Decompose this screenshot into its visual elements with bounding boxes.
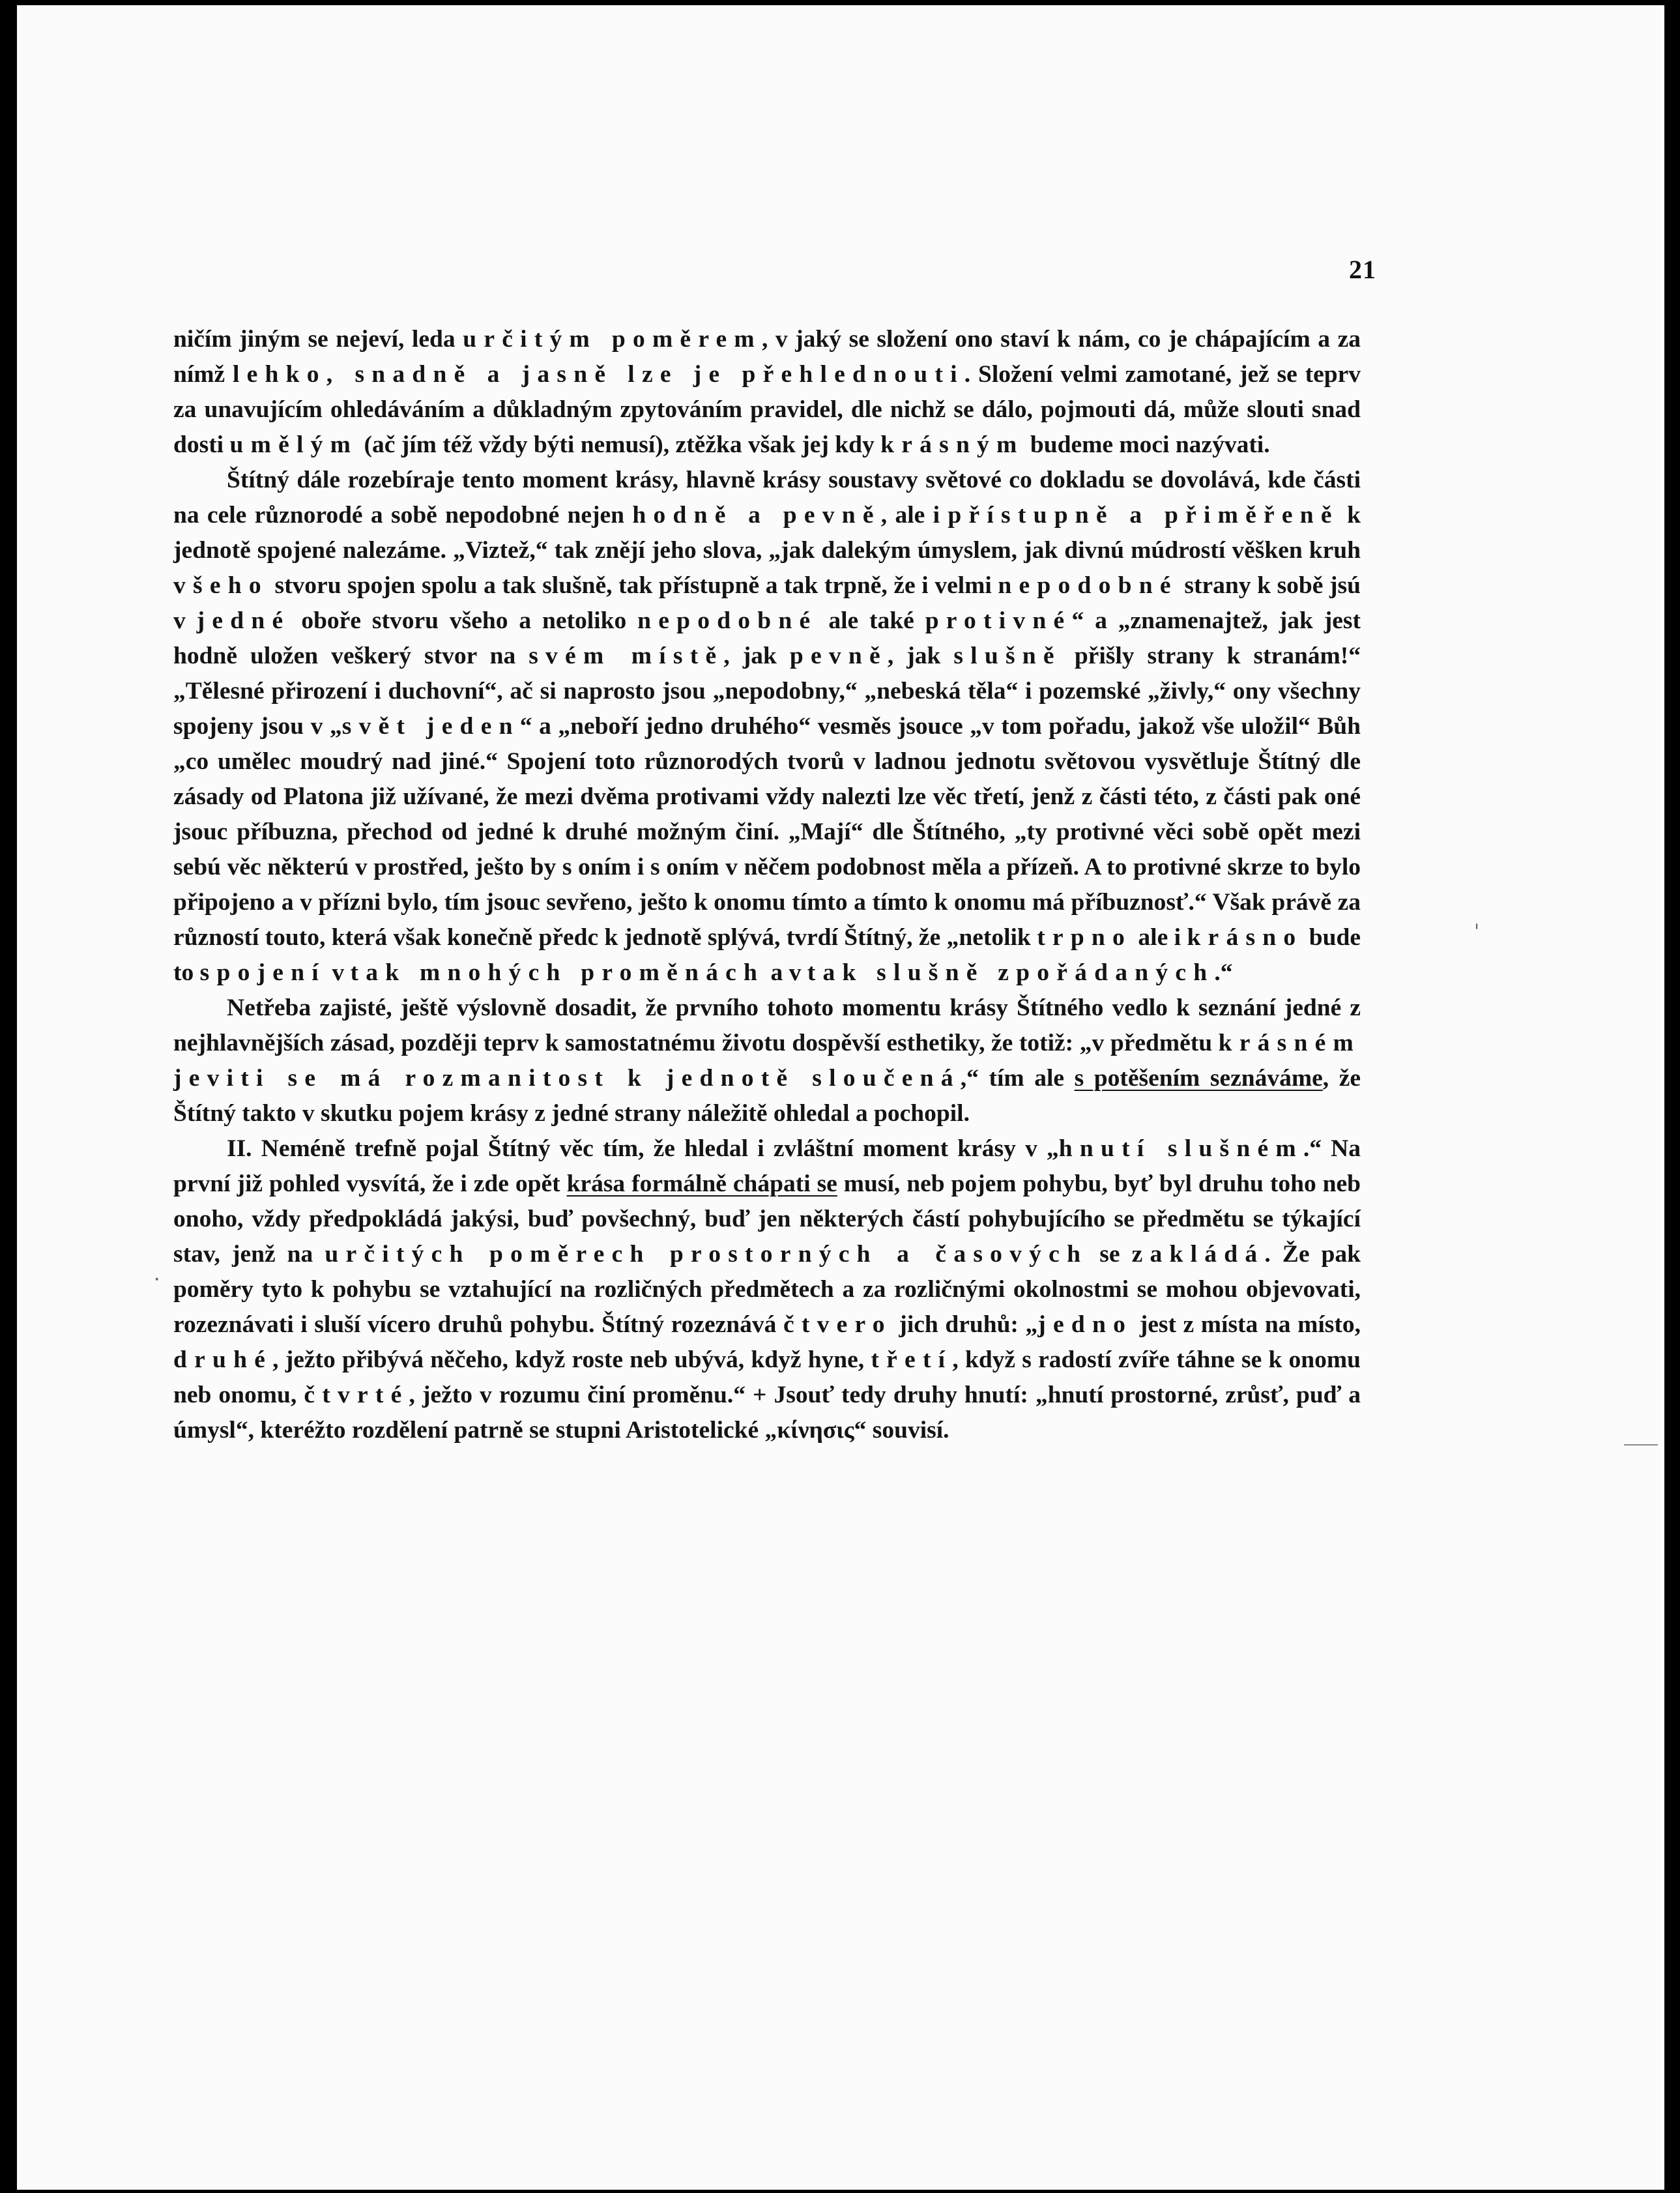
- paragraph-3: [173, 991, 1361, 1131]
- body-text: [173, 322, 1361, 1448]
- paragraph-2: [173, 463, 1361, 991]
- text-run: Netřeba zajisté, ještě výslovně dosadit, že prvního tohoto momentu krásy Štítného vedlo k seznání jedné z nejhlavnějších zásad, později teprv k samostatnému životu dospěvší esthetiky, že totiž: „v předmětu: [173, 995, 1361, 1056]
- text-run: , v jaký se složení ono staví k nám, co je chápajícím a za nímž: [173, 326, 1361, 388]
- text-run: se: [1088, 1241, 1132, 1268]
- spaced-emphasis: zakládá: [1131, 1241, 1265, 1268]
- spaced-emphasis: jedno: [1037, 1311, 1133, 1338]
- margin-scratch: [1624, 1444, 1658, 1445]
- text-run: budeme moci nazývati.: [1024, 431, 1270, 458]
- spaced-emphasis: hodně a pevně: [632, 502, 881, 529]
- spaced-emphasis: pevně: [789, 643, 888, 669]
- text-run: “ a „znamenajtež, jak jest hodně uložen veškerý stvor na: [173, 607, 1361, 669]
- spaced-emphasis: přístupně a přiměřeně: [948, 502, 1339, 529]
- text-run: k jednotě spojené nalezáme. „Viztež,“ tak znějí jeho slova, „jak dalekým úmyslem, jak divnú múdrostí věšken kruh: [173, 502, 1361, 564]
- margin-tick-right: ˌ: [1474, 908, 1480, 931]
- text-run: . Že pak poměry tyto k pohybu se vztahující na rozličných předmětech a za rozličnými okolnostmi se mohou objevovati, rozeznávati i sluší vícero druhů pohybu. Štítný rozeznává: [173, 1241, 1361, 1338]
- page-number: 21: [1349, 255, 1376, 284]
- text-run: .“: [1214, 959, 1233, 986]
- spaced-emphasis: protivné: [925, 607, 1072, 634]
- text-run: a v: [764, 959, 807, 986]
- text-run: . Složení velmi zamotané, jež se teprv za unavujícím ohledáváním a důkladným zpytováním pravidel, dle nichž se dálo, pojmouti dá, může slouti snad dosti: [173, 361, 1361, 458]
- text-run: musí, neb pojem pohybu, byť byl druhu toho neb onoho, vždy předpokládá jakýsi, buď povšechný, buď jen některých částí pohybujícího se předmětu se týkající stav, jenž na: [173, 1170, 1361, 1268]
- spaced-emphasis: tak slušně zpořádaných: [807, 959, 1215, 986]
- spaced-emphasis: umělým: [229, 431, 358, 458]
- spaced-emphasis: čtvrté: [304, 1382, 409, 1408]
- scanned-page: [17, 5, 1664, 2190]
- spaced-emphasis: určitých poměrech prostorných a časových: [325, 1241, 1088, 1268]
- text-run: ničím jiným se nejeví, leda: [173, 326, 463, 353]
- spaced-emphasis: krásno: [1187, 924, 1303, 951]
- spaced-emphasis: tak mnohých proměnách: [350, 959, 765, 986]
- paragraph-4: [173, 1131, 1361, 1448]
- spaced-emphasis: nepodobné: [637, 607, 818, 634]
- spaced-emphasis: spojení: [199, 959, 326, 986]
- text-run: “ a „neboří jedno druhého“ vesměs jsouce „v tom pořadu, jakož vše uložil“ Bůh „co umělec moudrý nad jiné.“ Spojení toto různorodých tvorů v ladnou jednotu světovou vysvětluje Štítný dle zásady od Platona již užívané, že mezi dvěma protivami vždy nalezti lze věc třetí, jenž z části této, z části pak oné jsouc příbuzna, přechod od jedné k druhé možným činí. „Mají“ dle Štítného, „ty protivné věci sobě opět mezi sebú věc některú v prostřed, ješto by s oním i s oním v něčem podobnost měla a přízeň. A to protivné skrze to bylo připojeno a v přízni bylo, tím jsouc sevřeno, ješto k onomu tímto a tímto k onomu má příbuznosť.“ Však právě za růzností touto, která však konečně předc k jednotě splývá, tvrdí Štítný, že „netolik: [173, 713, 1361, 951]
- text-run: bude to: [173, 924, 1361, 986]
- margin-tick-left: ·: [154, 1268, 160, 1291]
- spaced-emphasis: svět jeden: [341, 713, 520, 740]
- spaced-emphasis: slušně: [953, 643, 1062, 669]
- spaced-emphasis: trpno: [1037, 924, 1133, 951]
- text-run: , ježto v rozumu činí proměnu.“ + Jsouť tedy druhy hnutí: „hnutí prostorné, zrůsť, puď a úmysl“, kteréžto rozdělení patrně se stupni Aristotelické „κίνησις“ souvisí.: [173, 1382, 1361, 1444]
- text-run: , ježto přibývá něčeho, když roste neb ubývá, když hyne,: [272, 1346, 871, 1373]
- text-run: .“ Na první již pohled vysvítá, že i zde opět: [173, 1135, 1361, 1197]
- text-run: , jak: [887, 643, 954, 669]
- text-run: Štítný dále rozebíraje tento moment krásy, hlavně krásy soustavy světové co dokladu se dovolává, kde části na cele různorodé a sobě nepodobné nejen: [173, 467, 1361, 529]
- text-run: ale i: [1132, 924, 1187, 951]
- spaced-emphasis: hnutí slušném: [1058, 1135, 1303, 1162]
- text-run: ale také: [817, 607, 925, 634]
- spaced-emphasis: krásným: [880, 431, 1024, 458]
- spaced-emphasis: všeho: [173, 572, 268, 599]
- text-run: , když s radostí zvíře táhne se k onomu neb onomu,: [173, 1346, 1361, 1408]
- spaced-emphasis: jedné: [196, 607, 291, 634]
- spaced-emphasis: čtvero: [783, 1311, 892, 1338]
- spaced-emphasis: nepodobné: [998, 572, 1178, 599]
- text-run: oboře stvoru všeho a netoliko: [290, 607, 638, 634]
- text-run: v: [325, 959, 351, 986]
- text-run: , jak: [723, 643, 790, 669]
- text-run: II. Neméně trefně pojal Štítný věc tím, že hledal i zvláštní moment krásy v „: [227, 1135, 1059, 1162]
- text-run: stvoru spojen spolu a tak slušně, tak přístupně a tak trpně, že i velmi: [268, 572, 998, 599]
- spaced-emphasis: druhé: [173, 1346, 273, 1373]
- spaced-emphasis: určitým poměrem: [463, 326, 762, 353]
- text-run: , že Štítný takto v skutku pojem krásy z jedné strany náležitě ohledal a pochopil.: [173, 1065, 1361, 1127]
- spaced-emphasis: svém místě: [529, 643, 724, 669]
- spaced-emphasis: lehko, snadně a jasně lze je přehlednouti: [232, 361, 964, 388]
- text-run: ,“ tím ale: [960, 1065, 1075, 1092]
- text-run: přišly strany k stranám!“ „Tělesné přirození i duchovní“, ač si naprosto jsou „nepodobny,“ „nebeská těla“ i pozemské „živly,“ ony všechny spojeny jsou v „: [173, 643, 1361, 740]
- text-run: strany k sobě jsú v: [173, 572, 1361, 634]
- spaced-emphasis: krásném jeviti se má rozmanitost k jednotě sloučená: [173, 1030, 1361, 1092]
- text-run: (ač jím též vždy býti nemusí), ztěžka však jej kdy: [358, 431, 881, 458]
- text-run: jest z místa na místo,: [1133, 1311, 1361, 1338]
- spaced-emphasis: třetí: [871, 1346, 953, 1373]
- paragraph-1: [173, 322, 1361, 463]
- text-run: jich druhů: „: [891, 1311, 1038, 1338]
- underlined-text: krása formálně chápati se: [566, 1170, 837, 1197]
- underlined-text: s potěšením seznáváme: [1074, 1065, 1323, 1092]
- text-run: , ale i: [880, 502, 948, 529]
